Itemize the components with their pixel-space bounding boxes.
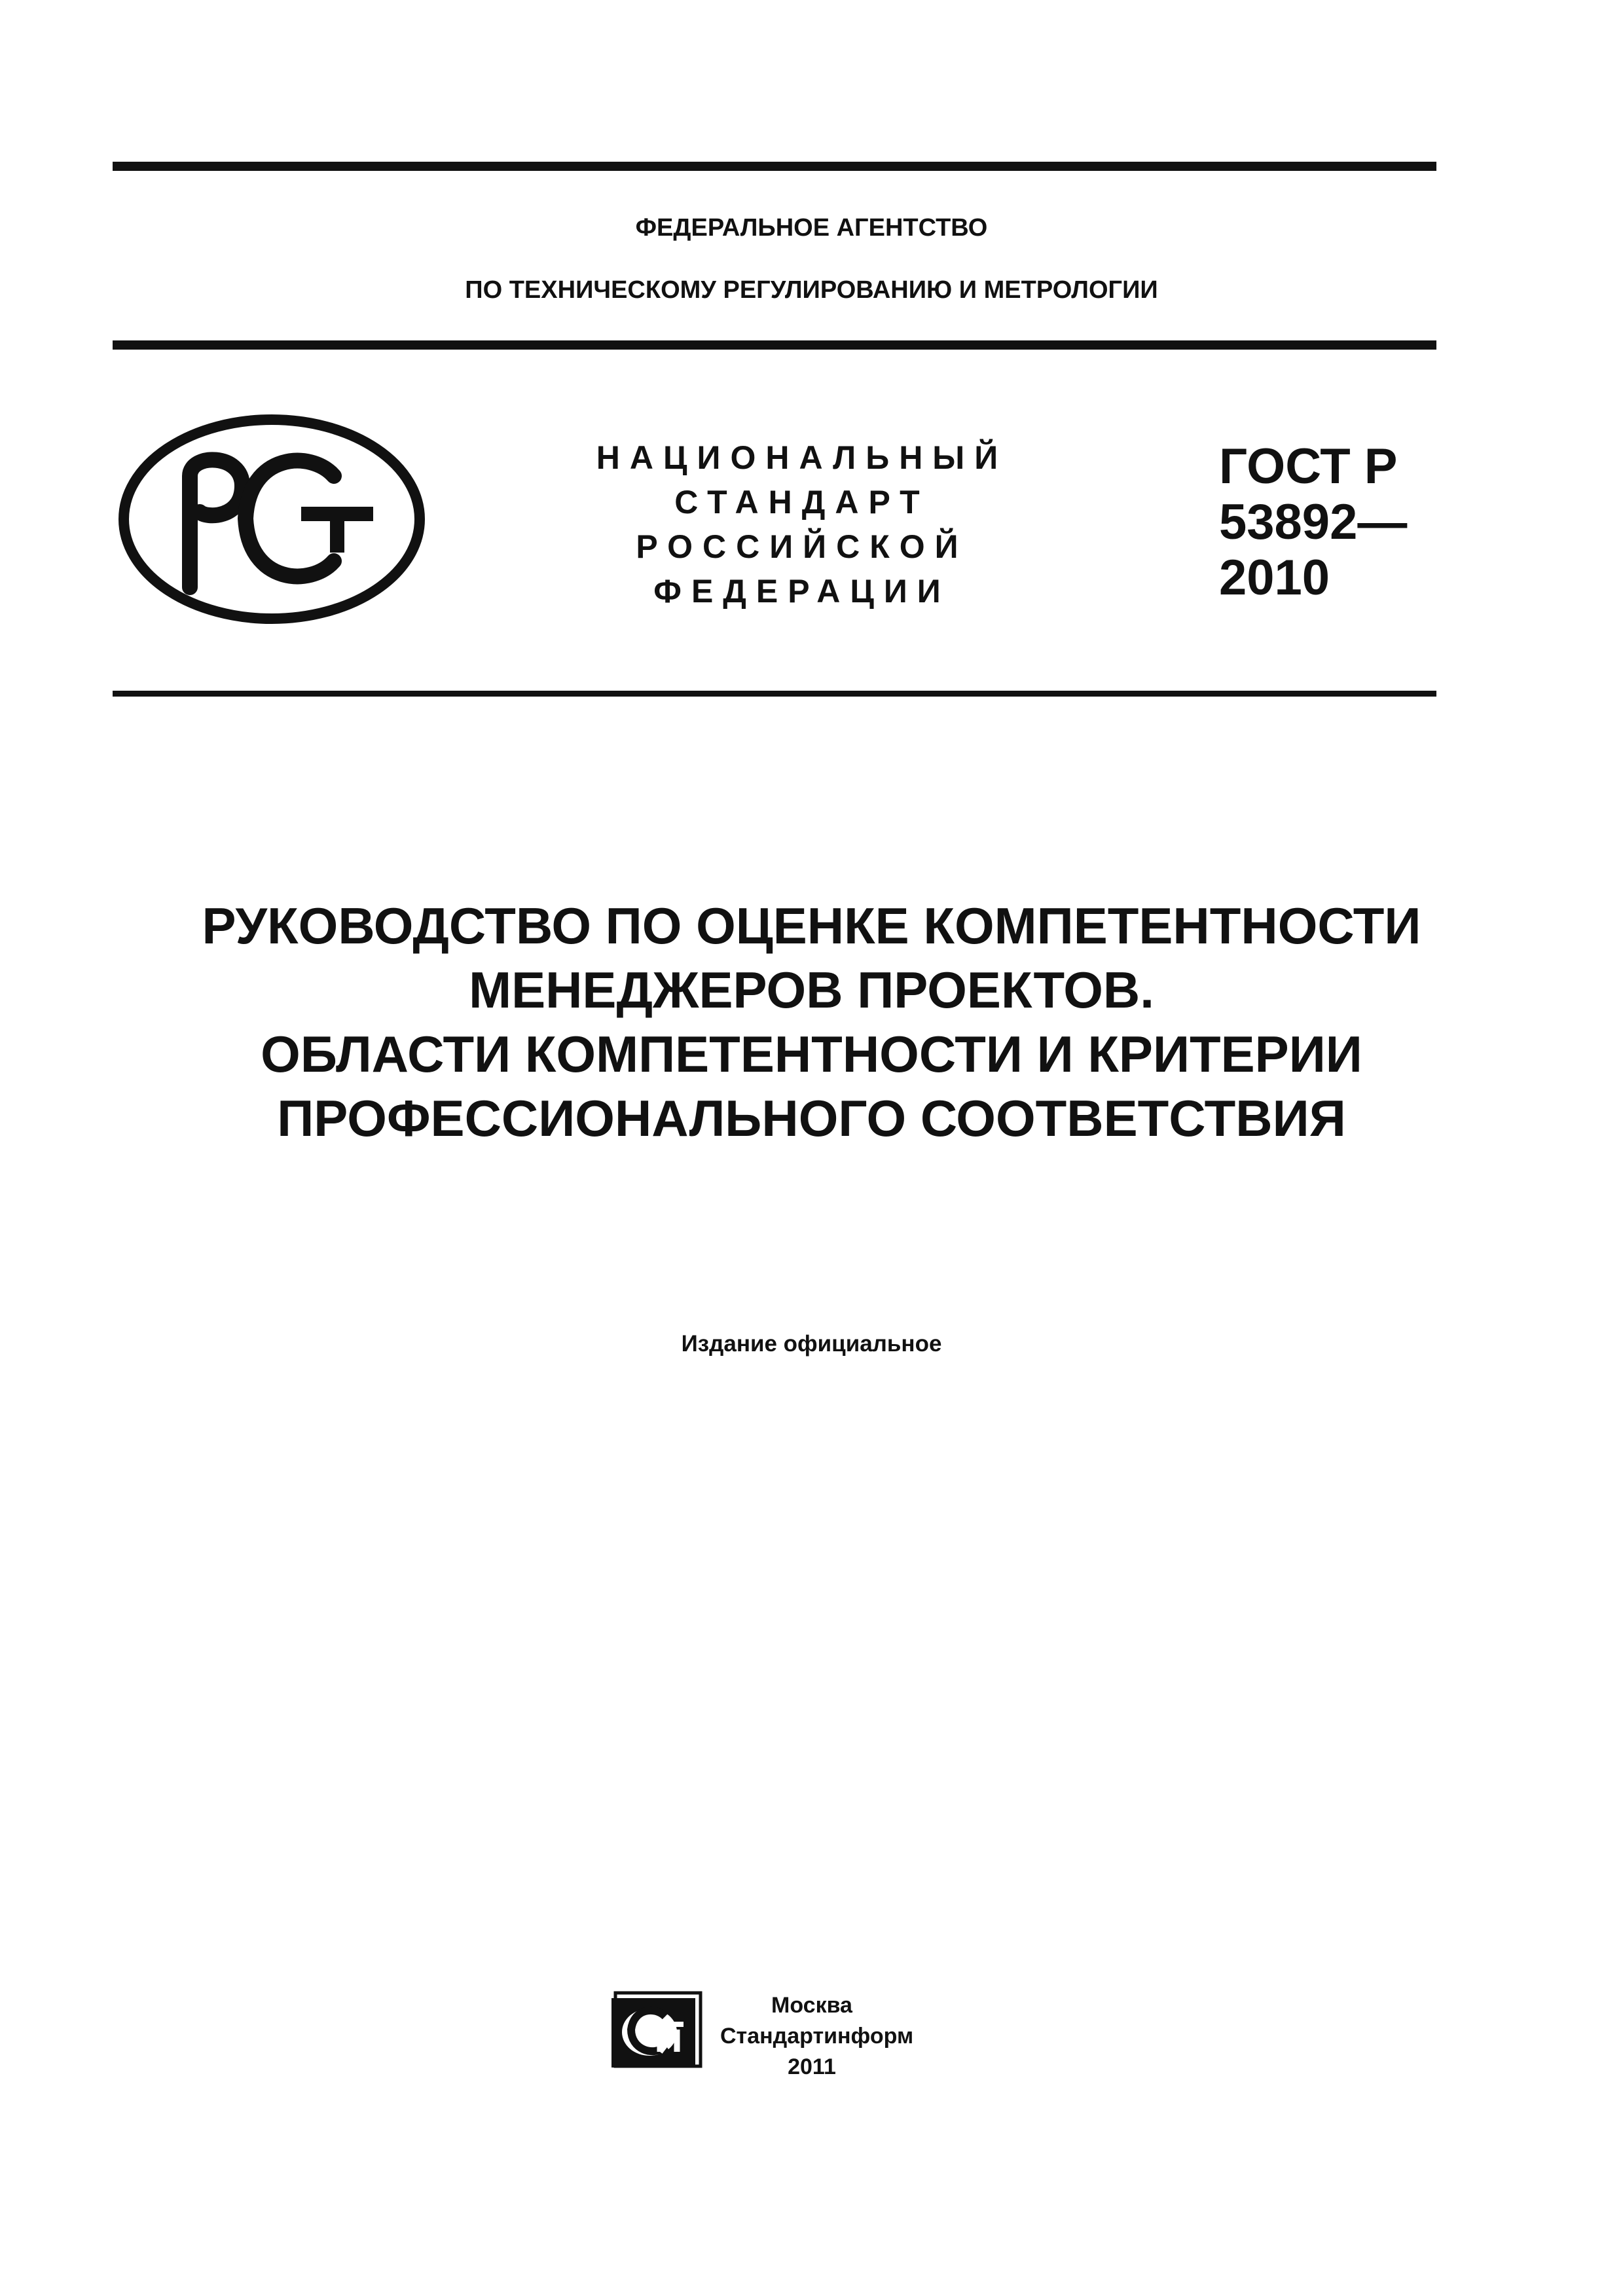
- document-title: [0, 894, 1623, 1150]
- publisher-info: [720, 1990, 914, 2083]
- standard-type: [543, 435, 1061, 613]
- header-bottom-rule: [113, 340, 1436, 350]
- designation-line-3: 2010: [1219, 550, 1330, 606]
- publisher-name: Стандартинформ: [720, 2024, 914, 2049]
- title-line-4: ПРОФЕССИОНАЛЬНОГО СООТВЕТСТВИЯ: [277, 1089, 1346, 1147]
- title-line-1: РУКОВОДСТВО ПО ОЦЕНКЕ КОМПЕТЕНТНОСТИ: [202, 897, 1421, 955]
- standard-designation: [1219, 439, 1407, 606]
- standard-type-line-4: ФЕДЕРАЦИИ: [653, 573, 951, 610]
- standard-type-line-3: РОССИЙСКОЙ: [636, 528, 968, 565]
- edition-label: Издание официальное: [681, 1331, 942, 1357]
- standartinform-logo-icon: [609, 1989, 704, 2069]
- top-rule: [113, 162, 1436, 171]
- title-line-2: МЕНЕДЖЕРОВ ПРОЕКТОВ.: [469, 961, 1154, 1019]
- designation-line-1: ГОСТ Р: [1219, 439, 1398, 494]
- publisher-city: Москва: [771, 1993, 852, 2018]
- publication-year: 2011: [788, 2054, 836, 2079]
- masthead-bottom-rule: [113, 691, 1436, 697]
- agency-line-2: ПО ТЕХНИЧЕСКОМУ РЕГУЛИРОВАНИЮ И МЕТРОЛОГИИ: [465, 276, 1158, 304]
- agency-line-1: ФЕДЕРАЛЬНОЕ АГЕНТСТВО: [635, 214, 988, 242]
- standard-type-line-1: НАЦИОНАЛЬНЫЙ: [596, 439, 1008, 476]
- rst-certification-mark-icon: [118, 414, 426, 625]
- standard-type-line-2: СТАНДАРТ: [674, 484, 930, 520]
- title-line-3: ОБЛАСТИ КОМПЕТЕНТНОСТИ И КРИТЕРИИ: [261, 1025, 1362, 1083]
- designation-line-2: 53892—: [1219, 494, 1408, 550]
